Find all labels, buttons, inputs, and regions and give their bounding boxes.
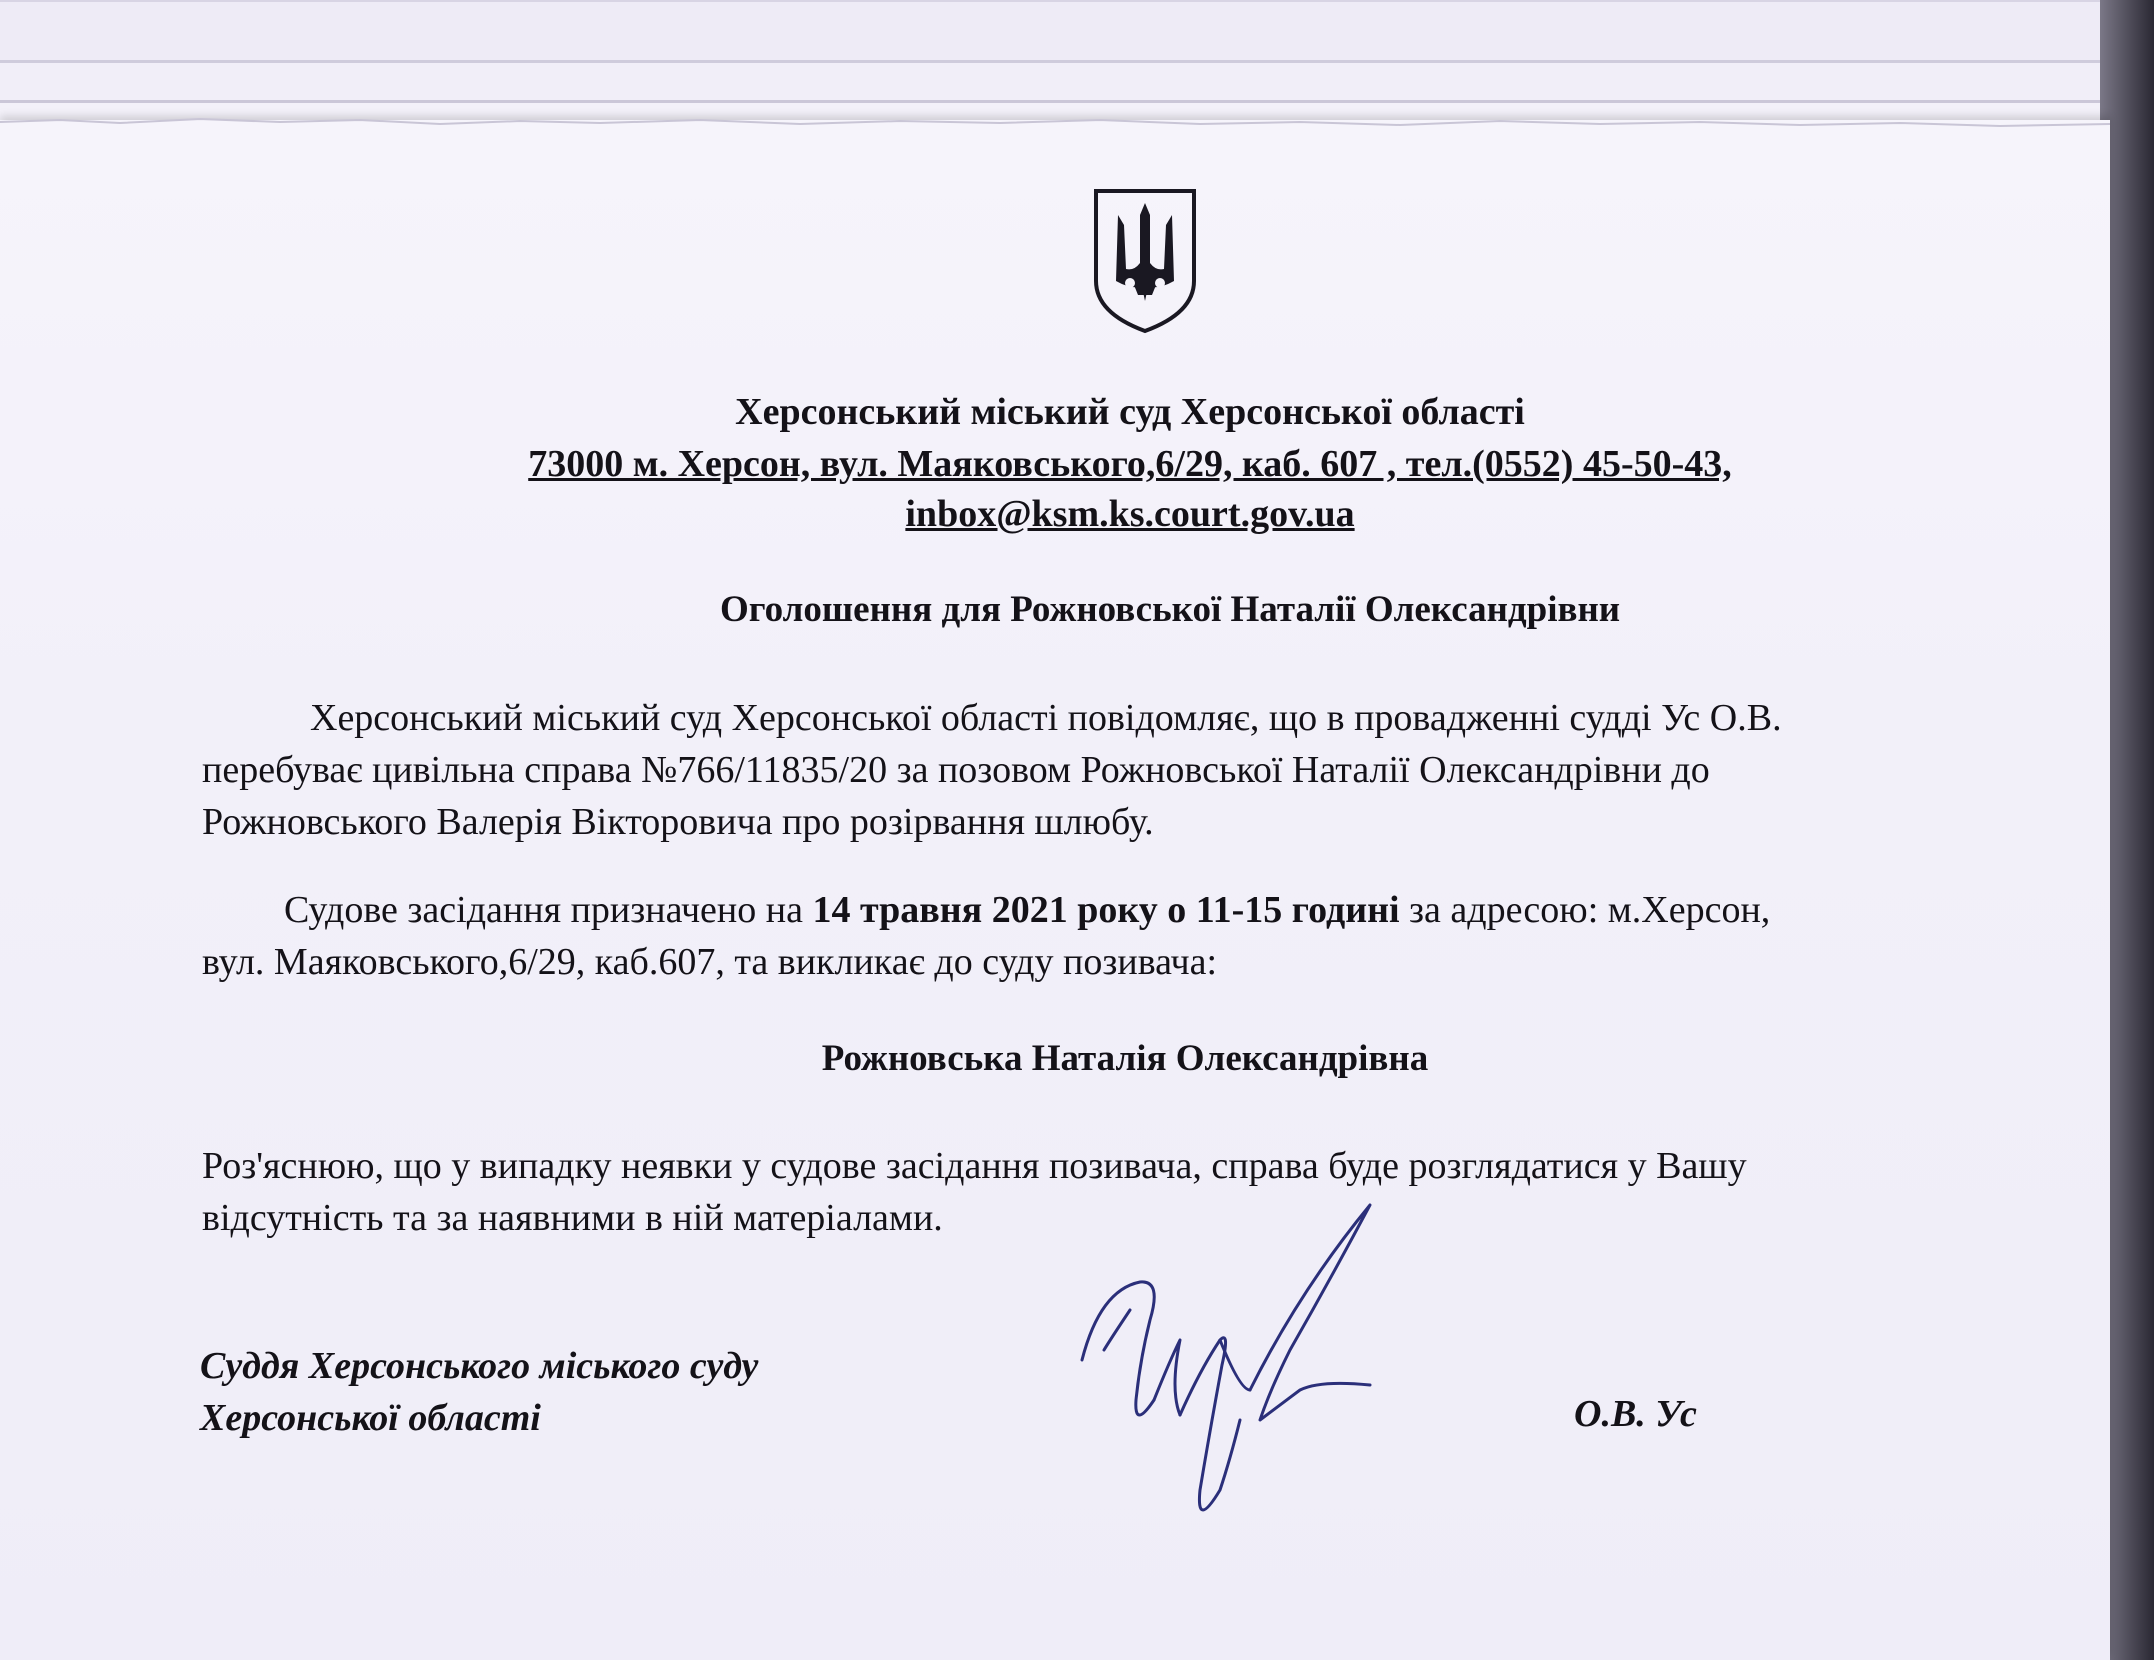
court-name: Херсонський міський суд Херсонської області — [735, 391, 1525, 433]
plaintiff-name — [0, 1037, 2110, 1080]
paragraph-line: вул. Маяковського,6/29, каб.607, та викликає до суду позивача: — [202, 941, 1218, 983]
notice-title: Оголошення для Рожновської Наталії Олександрівни — [720, 589, 1621, 630]
paragraph-line — [202, 884, 2032, 936]
paragraph-line: перебуває цивільна справа №766/11835/20 за позовом Рожновської Наталії Олександрівни до — [202, 749, 1710, 791]
tryzub-coat-of-arms-icon — [1090, 185, 1200, 335]
court-email — [140, 488, 2120, 540]
hearing-date-time: 14 травня 2021 року о 11-15 годині — [812, 889, 1400, 931]
court-address-text: 73000 м. Херсон, вул. Маяковського,6/29, каб. 607 , тел.(0552) 45-50-43, — [528, 443, 1732, 485]
judge-title-line2: Херсонської області — [200, 1397, 541, 1439]
judge-title-line1: Суддя Херсонського міського суду — [200, 1345, 759, 1387]
court-address — [140, 438, 2120, 490]
court-email-link[interactable]: inbox@ksm.ks.court.gov.ua — [905, 493, 1355, 535]
paragraph-line: Херсонський міський суд Херсонської області повідомляє, що в провадженні судді Ус О.В. — [310, 697, 1782, 739]
paragraph-line: відсутність та за наявними в ній матеріалами. — [202, 1197, 943, 1239]
notice-paragraph-hearing — [202, 884, 2032, 988]
plaintiff-name-text: Рожновська Наталія Олександрівна — [821, 1038, 1429, 1079]
hearing-text-after: за адресою: м.Херсон, — [1399, 889, 1771, 931]
notice-paragraph-case — [202, 692, 2032, 848]
handwritten-signature — [1070, 1190, 1410, 1550]
judge-name: О.В. Ус — [1574, 1393, 1697, 1435]
judge-title — [200, 1340, 758, 1444]
paragraph-line: Роз'яснюю, що у випадку неявки у судове засідання позивача, справа буде розглядатися у Вашу — [202, 1145, 1747, 1187]
paragraph-line: Рожновського Валерія Вікторовича про розірвання шлюбу. — [202, 801, 1154, 843]
hearing-text-before: Судове засідання призначено на — [284, 889, 813, 931]
